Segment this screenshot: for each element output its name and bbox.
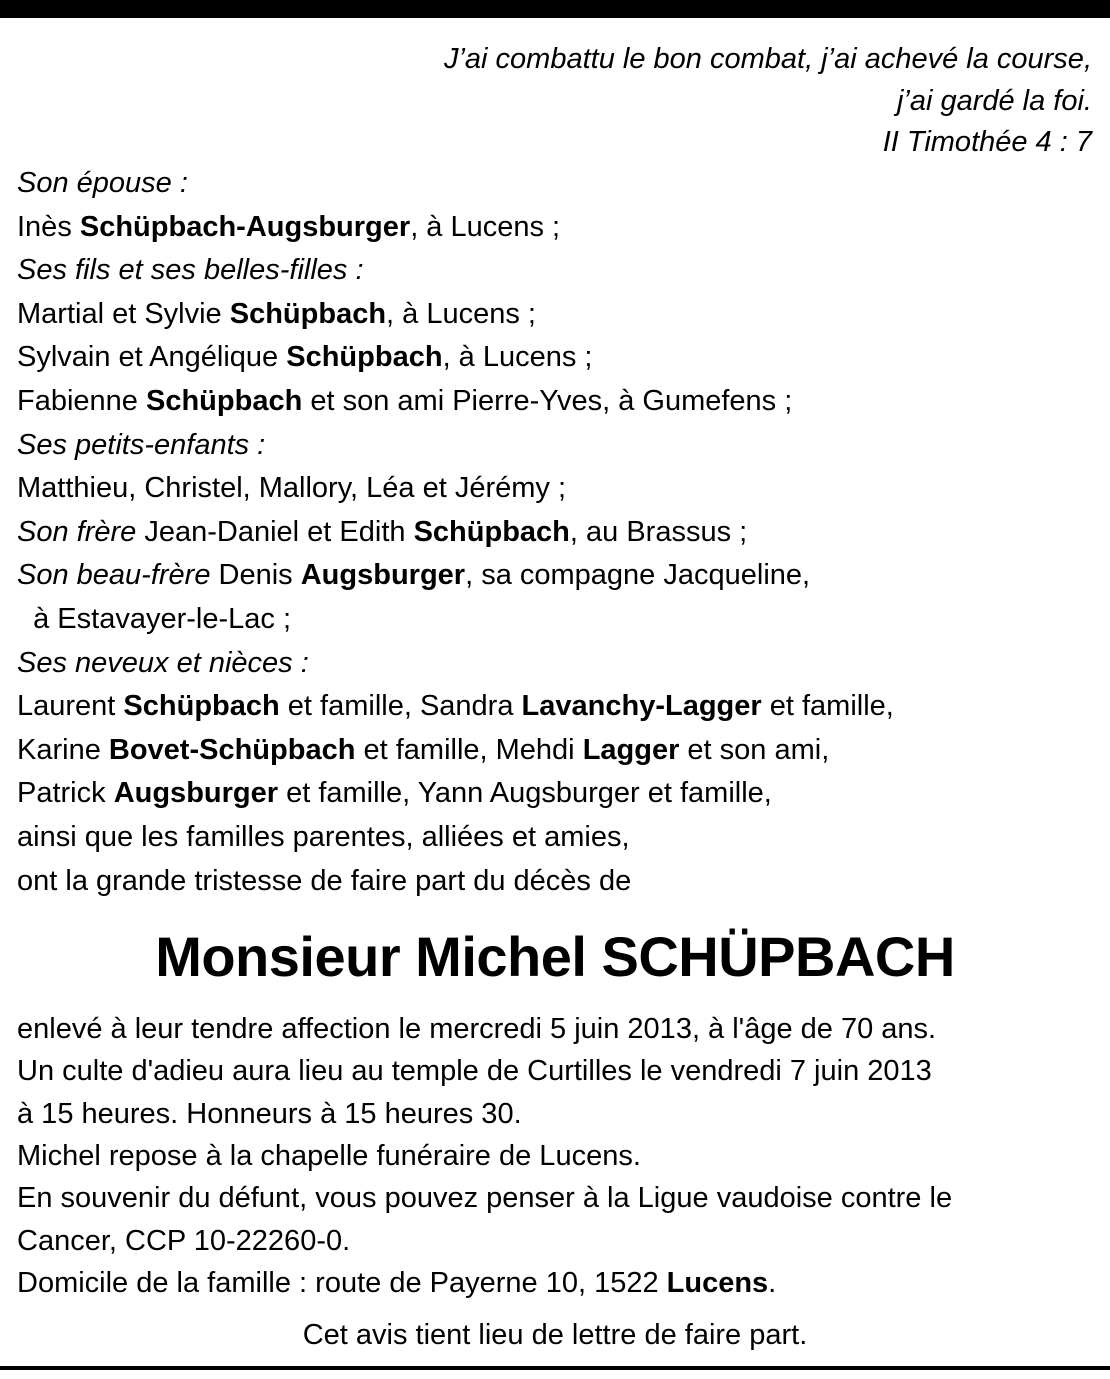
text: Jean-Daniel et Edith bbox=[136, 515, 414, 548]
italic-label: Ses neveux et nièces : bbox=[17, 646, 309, 679]
family-line bbox=[17, 467, 1092, 510]
text: Un culte d'adieu aura lieu au temple de Curtilles le vendredi 7 juin 2013 bbox=[17, 1055, 932, 1088]
text: enlevé à leur tendre affection le mercredi 5 juin 2013, à l'âge de 70 ans. bbox=[17, 1013, 937, 1045]
text: , sa compagne Jacqueline, bbox=[465, 559, 811, 592]
details-line bbox=[17, 1093, 1092, 1136]
italic-label: Ses petits-enfants : bbox=[17, 428, 266, 461]
text: et famille, Mehdi bbox=[355, 733, 583, 766]
family-line bbox=[17, 511, 1092, 554]
text: Martial et Sylvie bbox=[17, 297, 230, 330]
text: Matthieu, Christel, Mallory, Léa et Jérémy ; bbox=[17, 472, 567, 505]
bold-name: Schüpbach bbox=[123, 690, 280, 723]
bold-name: Lavanchy-Lagger bbox=[521, 690, 762, 723]
top-border bbox=[0, 0, 1110, 18]
italic-label: Son épouse : bbox=[17, 167, 188, 199]
text: Cancer, CCP 10-22260-0. bbox=[17, 1224, 351, 1257]
family-line bbox=[17, 685, 1092, 728]
family-line bbox=[17, 729, 1092, 772]
details-line bbox=[17, 1220, 1092, 1263]
text: , à Lucens ; bbox=[386, 297, 536, 330]
italic-label: Son frère bbox=[17, 515, 137, 548]
text: et famille, Sandra bbox=[279, 690, 522, 723]
text: Fabienne bbox=[17, 385, 146, 417]
text: Denis bbox=[210, 559, 301, 592]
details-line bbox=[17, 1135, 1092, 1178]
family-line bbox=[17, 554, 1092, 597]
text: ainsi que les familles parentes, alliées et amies, bbox=[17, 821, 630, 853]
text: et son ami, bbox=[679, 733, 830, 766]
details-line bbox=[17, 1050, 1092, 1093]
details-line bbox=[17, 1262, 1092, 1305]
text: ont la grande tristesse de faire part du décès de bbox=[17, 864, 632, 897]
family-line bbox=[17, 336, 1092, 379]
text: et son ami Pierre-Yves, à Gumefens ; bbox=[302, 385, 793, 417]
text: , à Lucens ; bbox=[410, 210, 561, 243]
italic-label: Son beau-frère bbox=[17, 559, 211, 592]
family-line bbox=[17, 424, 1092, 467]
details-line bbox=[17, 1008, 1092, 1051]
verse-line bbox=[17, 80, 1092, 123]
bold-name: Augsburger bbox=[113, 777, 279, 810]
italic-label: j’ai gardé la foi. bbox=[896, 84, 1092, 117]
bold-name: Bovet-Schüpbach bbox=[108, 733, 356, 766]
text: Sylvain et Angélique bbox=[17, 341, 287, 374]
italic-label: II Timothée 4 : 7 bbox=[882, 126, 1092, 158]
text: et famille, Yann Augsburger et famille, bbox=[278, 777, 772, 810]
bold-name: Lucens bbox=[666, 1266, 769, 1299]
text: Patrick bbox=[17, 777, 114, 810]
italic-label: J’ai combattu le bon combat, j’ai achevé la course, bbox=[443, 43, 1092, 75]
bold-name: Schüpbach-Augsburger bbox=[79, 210, 411, 243]
italic-label: Ses fils et ses belles-filles : bbox=[17, 254, 364, 287]
bold-name: Augsburger bbox=[300, 559, 466, 592]
text: Karine bbox=[17, 733, 109, 766]
text: , au Brassus ; bbox=[569, 515, 748, 548]
deceased-name: Monsieur Michel SCHÜPBACH bbox=[155, 925, 955, 988]
text: à Estavayer-le-Lac ; bbox=[17, 603, 291, 635]
family-line bbox=[17, 772, 1092, 815]
family-line bbox=[17, 162, 1092, 205]
text: à 15 heures. Honneurs à 15 heures 30. bbox=[17, 1097, 522, 1130]
bold-name: Schüpbach bbox=[229, 297, 387, 330]
text: Domicile de la famille : route de Payerne 10, 1522 bbox=[17, 1266, 667, 1299]
closing-note: Cet avis tient lieu de lettre de faire part. bbox=[302, 1319, 808, 1351]
text: En souvenir du défunt, vous pouvez penser à la Ligue vaudoise contre le bbox=[17, 1182, 953, 1215]
family-line bbox=[17, 380, 1092, 423]
family-line bbox=[17, 293, 1092, 336]
details-line bbox=[17, 1177, 1092, 1220]
text: . bbox=[768, 1266, 777, 1299]
verse-line bbox=[17, 38, 1092, 81]
text: Laurent bbox=[17, 690, 124, 723]
family-line bbox=[17, 642, 1092, 685]
text: et famille, bbox=[761, 690, 894, 723]
family-line bbox=[17, 249, 1092, 292]
bold-name: Lagger bbox=[582, 733, 680, 766]
bold-name: Schüpbach bbox=[146, 385, 303, 417]
bold-name: Schüpbach bbox=[413, 515, 570, 548]
text: , à Lucens ; bbox=[442, 341, 593, 374]
family-line bbox=[17, 598, 1092, 641]
verse-line bbox=[17, 121, 1092, 164]
bottom-border bbox=[0, 1366, 1110, 1370]
family-line bbox=[17, 816, 1092, 859]
family-line bbox=[17, 206, 1092, 249]
bold-name: Schüpbach bbox=[286, 341, 443, 374]
text: Michel repose à la chapelle funéraire de Lucens. bbox=[17, 1139, 641, 1172]
family-line bbox=[17, 860, 1092, 903]
text: Inès bbox=[17, 210, 80, 243]
